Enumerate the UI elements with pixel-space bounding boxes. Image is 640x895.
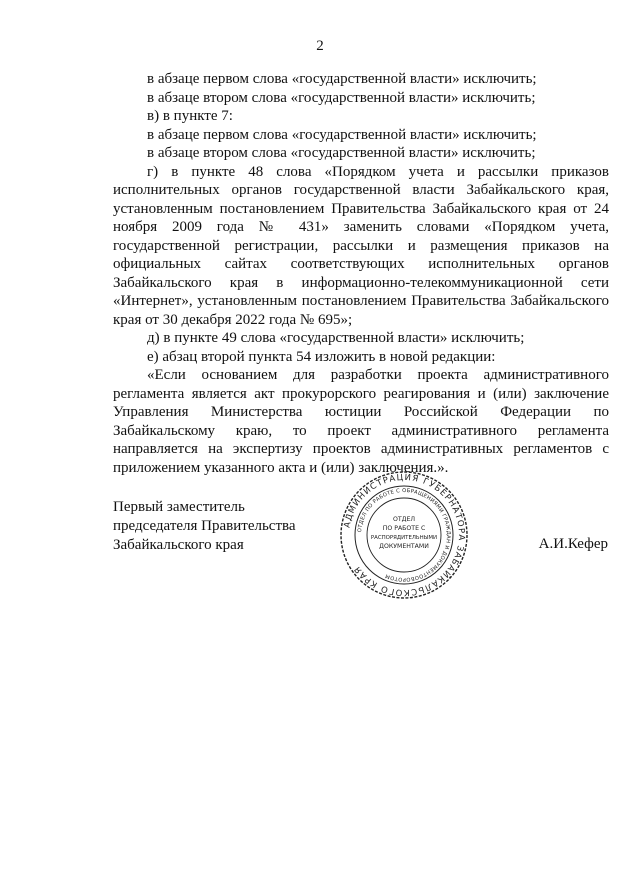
signatory-title-line-3: Забайкальского края [113,537,244,553]
paragraph-2: в абзаце втором слова «государственной власти» исключить; [147,89,536,106]
document-body [113,70,609,477]
paragraph-8: е) абзац второй пункта 54 изложить в новой редакции: [147,348,496,365]
paragraph-3: в) в пункте 7: [147,108,233,124]
signatory-name: А.И.Кефер [538,536,608,552]
paragraph-5: в абзаце втором слова «государственной власти» исключить; [147,145,536,161]
signatory-title-line-1: Первый заместитель [113,499,245,515]
signatory-title-line-2: председателя Правительства [113,518,296,534]
seal-center-line-4: ДОКУМЕНТАМИ [379,543,429,550]
seal-center-line-1: ОТДЕЛ [392,516,416,523]
official-seal [338,469,470,601]
paragraph-9: «Если основанием для разработки проекта административного регламента является акт прокурорского реагирования и (или) заключение Управления Министерства юстиции Российской Федерации по Забайкальскому краю, то проект административного регламента направляется на экспертизу проектов административных регламентов с приложением указанного акта и (или) заключения.». [113,367,609,476]
paragraph-4: в абзаце первом слова «государственной власти» исключить; [147,126,537,143]
paragraph-7: д) в пункте 49 слова «государственной власти» исключить; [147,330,525,346]
signatory-title [113,498,296,555]
seal-center-line-3: РАСПОРЯДИТЕЛЬНЫМИ [370,535,438,541]
paragraph-6: г) в пункте 48 слова «Порядком учета и рассылки приказов исполнительных органов государственной власти Забайкальского края, установленным постановлением Правительства Забайкальского края от 24 ноября 2009 года № 431» заменить словами «Порядком учета, государственной регистрации, рассылки и размещения приказов на официальных сайтах соответствующих исполнительных органов Забайкальского края в информационно-телекоммуникационной сети «Интернет», установленным постановлением Правительства Забайкальского края от 30 декабря 2022 года № 695»; [113,163,609,328]
paragraph-1: в абзаце первом слова «государственной власти» исключить; [147,71,537,87]
seal-inner-text: ОТДЕЛ ПО РАБОТЕ С ОБРАЩЕНИЯМИ ГРАЖДАН И ДОКУМЕНТООБОРОТОМ [357,487,452,583]
seal-outer-text: АДМИНИСТРАЦИЯ ГУБЕРНАТОРА ЗАБАЙКАЛЬСКОГО КРАЯ [342,472,467,598]
seal-center-line-2: ПО РАБОТЕ С [382,525,426,532]
page-number: 2 [316,38,324,54]
